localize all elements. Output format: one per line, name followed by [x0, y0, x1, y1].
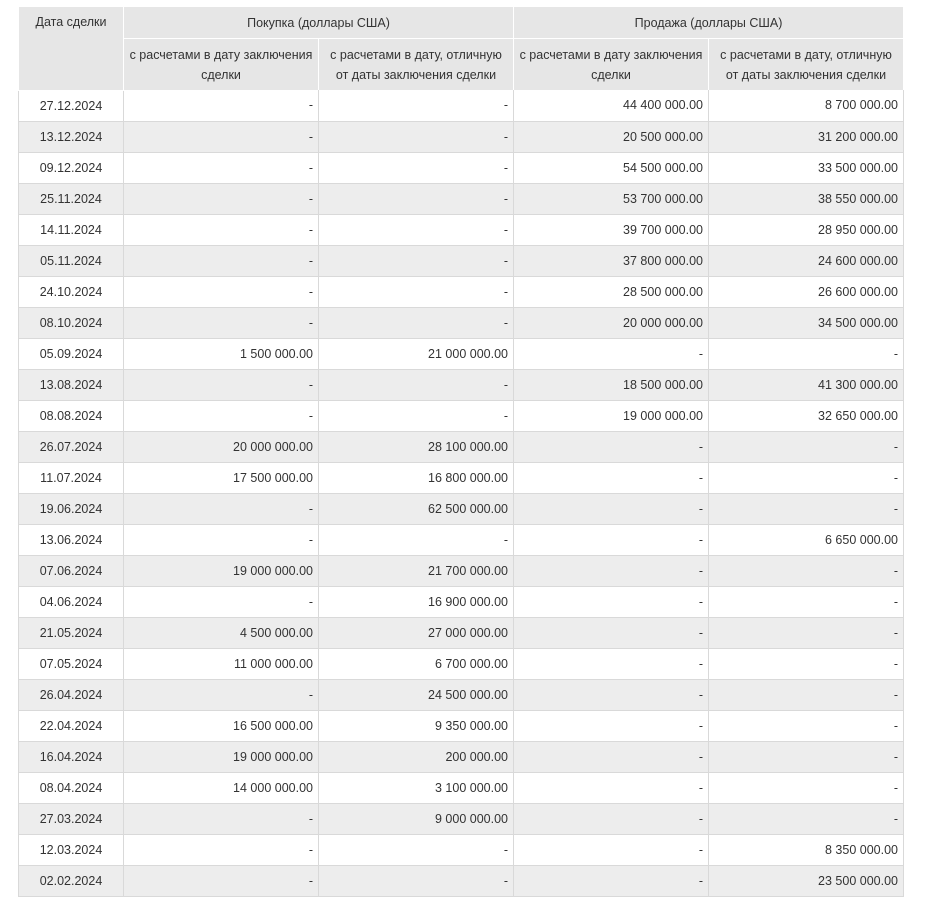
cell-buy-other-day: - — [319, 214, 514, 245]
cell-sell-same-day: 20 500 000.00 — [514, 121, 709, 152]
cell-buy-other-day: - — [319, 524, 514, 555]
cell-date: 27.03.2024 — [19, 803, 124, 834]
cell-sell-same-day: 37 800 000.00 — [514, 245, 709, 276]
cell-buy-same-day: 19 000 000.00 — [124, 555, 319, 586]
cell-buy-same-day: - — [124, 400, 319, 431]
cell-sell-same-day: 54 500 000.00 — [514, 152, 709, 183]
table-row — [19, 183, 904, 214]
table-row — [19, 834, 904, 865]
cell-sell-other-day: 33 500 000.00 — [709, 152, 904, 183]
cell-sell-same-day: 20 000 000.00 — [514, 307, 709, 338]
table-row — [19, 555, 904, 586]
cell-date: 13.12.2024 — [19, 121, 124, 152]
cell-buy-other-day: 9 350 000.00 — [319, 710, 514, 741]
cell-sell-other-day: - — [709, 462, 904, 493]
cell-buy-other-day: 21 000 000.00 — [319, 338, 514, 369]
table-row — [19, 803, 904, 834]
cell-date: 22.04.2024 — [19, 710, 124, 741]
cell-sell-other-day: 8 700 000.00 — [709, 90, 904, 121]
cell-buy-same-day: - — [124, 679, 319, 710]
cell-buy-same-day: - — [124, 524, 319, 555]
cell-date: 12.03.2024 — [19, 834, 124, 865]
cell-buy-other-day: - — [319, 307, 514, 338]
cell-buy-other-day: 3 100 000.00 — [319, 772, 514, 803]
cell-sell-same-day: - — [514, 338, 709, 369]
cell-sell-other-day: 23 500 000.00 — [709, 865, 904, 896]
cell-buy-other-day: - — [319, 369, 514, 400]
cell-sell-same-day: - — [514, 679, 709, 710]
table-header — [19, 7, 904, 90]
deals-table-container — [18, 7, 902, 897]
cell-sell-same-day: - — [514, 834, 709, 865]
cell-buy-same-day: 4 500 000.00 — [124, 617, 319, 648]
cell-date: 14.11.2024 — [19, 214, 124, 245]
cell-buy-same-day: 19 000 000.00 — [124, 741, 319, 772]
cell-buy-same-day: - — [124, 586, 319, 617]
table-body — [19, 90, 904, 896]
cell-sell-other-day: 31 200 000.00 — [709, 121, 904, 152]
header-row-subgroups — [19, 39, 904, 91]
cell-date: 05.09.2024 — [19, 338, 124, 369]
cell-sell-other-day: 26 600 000.00 — [709, 276, 904, 307]
cell-buy-same-day: 17 500 000.00 — [124, 462, 319, 493]
cell-buy-other-day: - — [319, 121, 514, 152]
cell-date: 26.04.2024 — [19, 679, 124, 710]
cell-buy-same-day: - — [124, 865, 319, 896]
cell-sell-other-day: - — [709, 741, 904, 772]
cell-buy-same-day: - — [124, 152, 319, 183]
cell-buy-same-day: - — [124, 834, 319, 865]
cell-buy-same-day: 11 000 000.00 — [124, 648, 319, 679]
cell-sell-other-day: - — [709, 648, 904, 679]
cell-buy-same-day: 14 000 000.00 — [124, 772, 319, 803]
table-row — [19, 400, 904, 431]
cell-sell-other-day: - — [709, 338, 904, 369]
cell-buy-same-day: - — [124, 803, 319, 834]
cell-sell-other-day: 38 550 000.00 — [709, 183, 904, 214]
table-row — [19, 524, 904, 555]
cell-date: 11.07.2024 — [19, 462, 124, 493]
cell-sell-other-day: - — [709, 679, 904, 710]
cell-buy-other-day: - — [319, 183, 514, 214]
table-row — [19, 865, 904, 896]
cell-sell-same-day: - — [514, 772, 709, 803]
table-row — [19, 462, 904, 493]
cell-date: 08.08.2024 — [19, 400, 124, 431]
cell-sell-same-day: - — [514, 524, 709, 555]
cell-sell-same-day: - — [514, 741, 709, 772]
cell-sell-other-day: 34 500 000.00 — [709, 307, 904, 338]
cell-date: 07.05.2024 — [19, 648, 124, 679]
cell-sell-other-day: - — [709, 617, 904, 648]
cell-buy-other-day: 16 900 000.00 — [319, 586, 514, 617]
cell-sell-other-day: 32 650 000.00 — [709, 400, 904, 431]
cell-sell-same-day: - — [514, 493, 709, 524]
cell-buy-same-day: - — [124, 245, 319, 276]
table-row — [19, 679, 904, 710]
table-row — [19, 772, 904, 803]
table-row — [19, 152, 904, 183]
table-row — [19, 307, 904, 338]
table-row — [19, 245, 904, 276]
cell-date: 19.06.2024 — [19, 493, 124, 524]
cell-buy-other-day: 9 000 000.00 — [319, 803, 514, 834]
table-row — [19, 710, 904, 741]
cell-sell-same-day: 39 700 000.00 — [514, 214, 709, 245]
cell-buy-other-day: - — [319, 865, 514, 896]
header-buy-same-day: с расчетами в дату заключения сделки — [124, 39, 319, 91]
cell-date: 26.07.2024 — [19, 431, 124, 462]
cell-sell-other-day: - — [709, 586, 904, 617]
cell-buy-same-day: - — [124, 90, 319, 121]
cell-buy-same-day: - — [124, 214, 319, 245]
deals-table — [18, 7, 904, 897]
cell-sell-other-day: 41 300 000.00 — [709, 369, 904, 400]
cell-buy-other-day: - — [319, 152, 514, 183]
cell-buy-same-day: - — [124, 307, 319, 338]
header-row-groups — [19, 7, 904, 39]
cell-buy-other-day: - — [319, 90, 514, 121]
cell-buy-other-day: 16 800 000.00 — [319, 462, 514, 493]
cell-date: 21.05.2024 — [19, 617, 124, 648]
cell-sell-other-day: - — [709, 431, 904, 462]
cell-buy-other-day: 6 700 000.00 — [319, 648, 514, 679]
table-row — [19, 648, 904, 679]
cell-sell-same-day: - — [514, 865, 709, 896]
cell-sell-other-day: - — [709, 493, 904, 524]
header-sell-other-day: с расчетами в дату, отличную от даты заключения сделки — [709, 39, 904, 91]
header-buy-group: Покупка (доллары США) — [124, 7, 514, 39]
cell-date: 13.06.2024 — [19, 524, 124, 555]
cell-buy-same-day: - — [124, 121, 319, 152]
cell-date: 09.12.2024 — [19, 152, 124, 183]
cell-sell-same-day: - — [514, 648, 709, 679]
cell-sell-same-day: - — [514, 431, 709, 462]
cell-sell-other-day: 24 600 000.00 — [709, 245, 904, 276]
cell-buy-same-day: - — [124, 369, 319, 400]
header-sell-same-day: с расчетами в дату заключения сделки — [514, 39, 709, 91]
cell-buy-same-day: - — [124, 276, 319, 307]
table-row — [19, 369, 904, 400]
cell-date: 16.04.2024 — [19, 741, 124, 772]
cell-date: 05.11.2024 — [19, 245, 124, 276]
table-row — [19, 338, 904, 369]
cell-buy-other-day: - — [319, 276, 514, 307]
cell-sell-same-day: 28 500 000.00 — [514, 276, 709, 307]
cell-sell-same-day: - — [514, 803, 709, 834]
header-buy-other-day: с расчетами в дату, отличную от даты заключения сделки — [319, 39, 514, 91]
cell-buy-same-day: - — [124, 493, 319, 524]
cell-buy-other-day: 24 500 000.00 — [319, 679, 514, 710]
table-row — [19, 617, 904, 648]
cell-date: 13.08.2024 — [19, 369, 124, 400]
table-row — [19, 121, 904, 152]
cell-buy-other-day: - — [319, 245, 514, 276]
cell-buy-other-day: 21 700 000.00 — [319, 555, 514, 586]
cell-sell-same-day: - — [514, 586, 709, 617]
cell-buy-same-day: 16 500 000.00 — [124, 710, 319, 741]
cell-sell-same-day: - — [514, 710, 709, 741]
cell-sell-same-day: 19 000 000.00 — [514, 400, 709, 431]
cell-sell-same-day: 18 500 000.00 — [514, 369, 709, 400]
cell-buy-other-day: 28 100 000.00 — [319, 431, 514, 462]
cell-buy-same-day: 20 000 000.00 — [124, 431, 319, 462]
cell-buy-same-day: - — [124, 183, 319, 214]
table-row — [19, 214, 904, 245]
cell-sell-other-day: - — [709, 803, 904, 834]
cell-date: 08.10.2024 — [19, 307, 124, 338]
cell-date: 04.06.2024 — [19, 586, 124, 617]
table-row — [19, 493, 904, 524]
cell-date: 27.12.2024 — [19, 90, 124, 121]
cell-buy-other-day: - — [319, 834, 514, 865]
cell-sell-other-day: 6 650 000.00 — [709, 524, 904, 555]
table-row — [19, 276, 904, 307]
cell-sell-other-day: 28 950 000.00 — [709, 214, 904, 245]
cell-buy-other-day: - — [319, 400, 514, 431]
table-row — [19, 586, 904, 617]
cell-date: 08.04.2024 — [19, 772, 124, 803]
header-sell-group: Продажа (доллары США) — [514, 7, 904, 39]
cell-sell-same-day: - — [514, 617, 709, 648]
cell-sell-other-day: 8 350 000.00 — [709, 834, 904, 865]
cell-sell-other-day: - — [709, 710, 904, 741]
table-row — [19, 431, 904, 462]
cell-date: 25.11.2024 — [19, 183, 124, 214]
cell-sell-same-day: 44 400 000.00 — [514, 90, 709, 121]
cell-buy-other-day: 27 000 000.00 — [319, 617, 514, 648]
cell-sell-other-day: - — [709, 772, 904, 803]
cell-date: 02.02.2024 — [19, 865, 124, 896]
cell-buy-same-day: 1 500 000.00 — [124, 338, 319, 369]
cell-buy-other-day: 200 000.00 — [319, 741, 514, 772]
cell-sell-other-day: - — [709, 555, 904, 586]
table-row — [19, 90, 904, 121]
cell-sell-same-day: 53 700 000.00 — [514, 183, 709, 214]
cell-date: 07.06.2024 — [19, 555, 124, 586]
table-row — [19, 741, 904, 772]
cell-date: 24.10.2024 — [19, 276, 124, 307]
cell-sell-same-day: - — [514, 555, 709, 586]
cell-buy-other-day: 62 500 000.00 — [319, 493, 514, 524]
cell-sell-same-day: - — [514, 462, 709, 493]
header-date: Дата сделки — [19, 7, 124, 90]
